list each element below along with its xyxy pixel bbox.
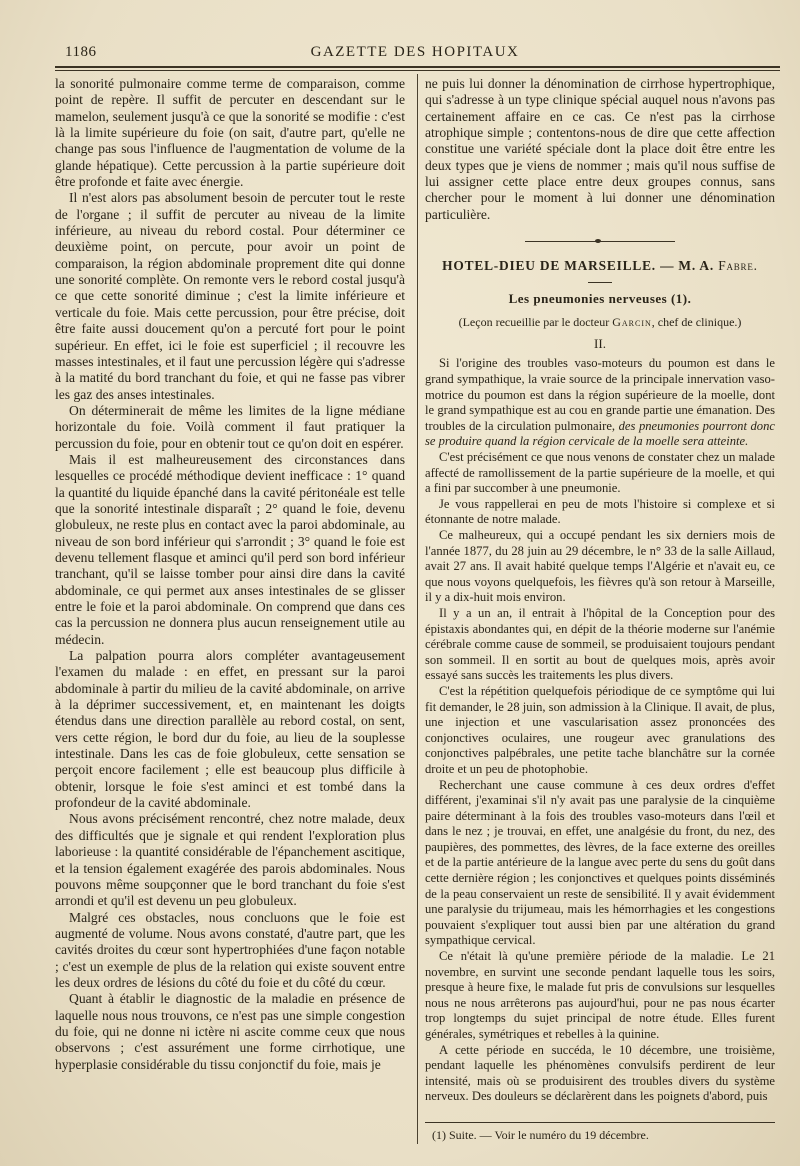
paragraph: Recherchant une cause commune à ces deux ordres d'effet différent, j'examinai s'il n'y avait pas une paralysie de la cinquième paire déterminant à la fois des troubles vaso-moteurs dans l'œil et dans le nez ; je trouvai, en effet, une analgésie du front, du nez, des paupières, des pommettes, des lèvres, de la face externe des oreilles et de la partie antérieure de la langue avec perte du sens du goût dans cette dernière région ; les conjonctives et quelques points disséminés de la peau conservaient un reste de sensibilité. Il y avait évidemment une paralysie du trijumeau, mais les hémorrhagies et les congestions pouvaient s'expliquer tout aussi bien par une altération du grand sympathique cervical. — [425, 777, 775, 948]
page-number: 1186 — [65, 44, 97, 60]
paragraph — [425, 356, 775, 450]
paragraph: On déterminerait de même les limites de la ligne médiane horizontale du foie. Voilà comment il faut pratiquer la percussion du foie, pour en obtenir tout ce qu'on doit en espérer. — [55, 402, 405, 451]
header-rule — [55, 66, 780, 68]
paragraph: la sonorité pulmonaire comme terme de comparaison, comme point de repère. Il suffit de percuter en descendant sur le mamelon, seulement jusqu'à ce que la sonorité se modifie : c'est là la limite supérieure du foie (on sait, d'autre part, qu'elle ne change pas sous l'influence de l'augmentation de volume de la glande hépatique). Cette percussion à la partie supérieure doit être profonde et faite avec énergie. — [55, 76, 405, 190]
paragraph-text: Si l'origine des troubles vaso-moteurs du poumon est dans le grand sympathique, la vraie source de la principale innervation vaso-motrice du poumon est dans la région supérieure de la moelle, dont le grand sympathique est au cou en grande partie une émanation. Des troubles de la circulation pulmonaire, — [425, 356, 775, 433]
paragraph: Nous avons précisément rencontré, chez notre malade, deux des difficultés que je signale et qui rendent l'exploration plus laborieuse : la quantité considérable de l'épanchement ascitique, et la tension également exagérée des parois abdominales. Nous pouvons même soupçonner que le bord tranchant du foie s'est arrondi et qu'il est devenu un peu globuleux. — [55, 811, 405, 909]
paragraph-italic: des pneumonies pourront donc se produire quand la région cervicale de la moelle sera atteinte. — [425, 418, 775, 449]
page-header — [55, 42, 775, 64]
article-subtitle — [425, 314, 775, 330]
article-title: Les pneumonies nerveuses (1). — [508, 291, 692, 307]
paragraph: Il y a un an, il entrait à l'hôpital de la Conception pour des épistaxis abondantes qui, en dépit de la théorie moderne sur l'anémie cérébrale comme cause de sommeil, se produisaient toujours pendant son sommeil. Il en sortit au bout de quelques mois, après avoir essayé sans succès les traitements les plus divers. — [425, 605, 775, 683]
paragraph: ne puis lui donner la dénomination de cirrhose hypertrophique, qui s'adresse à un type clinique spécial auquel nous n'avons pas certainement affaire en ce cas. Ce n'est pas la cirrhose atrophique simple ; contentons-nous de dire que cette affection constitue une variété spéciale dont la place doit être entre les deux types que je viens de nommer ; mais qu'il nous suffise de lui assigner cette place entre deux groupes connus, sans chercher pour le moment à lui donner une dénomination particulière. — [425, 76, 775, 222]
paragraph: Je vous rappellerai en peu de mots l'histoire si complexe et si étonnante de notre malade. — [425, 496, 775, 527]
paragraph: Malgré ces obstacles, nous concluons que le foie est augmenté de volume. Nous avons constaté, d'autre part, que les cavités droites du cœur sont hypertrophiées d'une façon notable ; c'est un exemple de plus de la relation qui existe souvent entre les deux ordres de lésions du côté du foie et du côté du cœur. — [55, 909, 405, 990]
paragraph: Ce n'était là qu'une première période de la maladie. Le 21 novembre, en survint une seconde pendant laquelle tous les soirs, presque à heure fixe, le malade fut pris de convulsions sur lesquelles nous ne nous arrêterons pas aujourd'hui, pour ne pas nous écarter trop longtemps du sujet principal de notre étude. Elles furent générales, symétriques et rebelles à la quinine. — [425, 949, 775, 1041]
section-heading-name: Fabre. — [718, 258, 758, 274]
paragraph: Mais il est malheureusement des circonstances dans lesquelles ce procédé méthodique devient inefficace : 1° quand la quantité du liquide épanché dans la cavité péritonéale est telle que la sonorité intestinale disparaît ; 2° quand le foie, devenu globuleux, ne reste plus en contact avec la paroi abdominale, au niveau de son bord inférieur qui s'arrondit ; 3° quand le foie est devenu tellement flasque et aminci qu'il perd son bord inférieur tranchant, qu'il se laisse tomber pour ainsi dire dans la cavité abdominale, ce qui permet aux anses intestinales de se glisser entre le foie et la paroi abdominale. On comprend que dans ces cas la percussion ne donnera plus aucun renseignement utile au médecin. — [55, 451, 405, 647]
paragraph: Quant à établir le diagnostic de la maladie en présence de laquelle nous nous trouvons, ce n'est pas une simple congestion du foie, qui ne donne ni ictère ni ascite comme ceux que nous observons ; c'est assurément une forme cirrhotique, une hyperplasie considérable du tissu conjonctif du foie, mais je — [55, 991, 405, 1072]
section-heading — [425, 258, 775, 274]
section-separator — [525, 241, 675, 242]
paragraph: A cette période en succéda, le 10 décembre, une troisième, pendant laquelle les phénomènes convulsifs perdirent de leur intensité, mais où se produisirent des troubles divers du système nerveux. Des douleurs se déclarèrent dans les poignets d'abord, puis — [425, 1042, 775, 1104]
article-subtitle-name: Garcin — [612, 314, 652, 329]
paragraph: Ce malheureux, qui a occupé pendant les six derniers mois de l'année 1877, du 28 juin au 29 décembre, le n° 33 de la salle Aillaud, avait 27 ans. Il avait habité quelque temps l'Algérie et n'avait eu, ce que nous voyons quelquefois, les fièvres qu'à son retour à Marseille, il y a dix-huit mois environ. — [425, 528, 775, 605]
heading-rule — [588, 282, 612, 283]
part-number: II. — [594, 336, 606, 352]
article-body — [425, 356, 775, 1105]
paragraph: Il n'est alors pas absolument besoin de percuter tout le reste de l'organe ; il suffit de percuter au niveau de la limite inférieure, au niveau du rebord costal. Pour déterminer ce deuxième point, on percute, pour avoir un point de comparaison, la région abdominale proprement dite qui donne une sonorité complète. On remonte vers le rebord costal jusqu'à ce que cette sonorité diminue ; c'est la limite inférieure et verticale du foie. Mais cette percussion, pour être précise, doit être faite aussi doucement qu'on a percuté fort pour le point supérieur. En effet, ici le foie est superficiel ; il recouvre les masses intestinales, et il faut une percussion légère qui s'adresse à la matité du bord tranchant du foie, et qui ne fasse pas vibrer les gaz des anses intestinales. — [55, 190, 405, 402]
running-title: GAZETTE DES HOPITAUX — [310, 44, 520, 60]
article-subtitle-pre: (Leçon recueillie par le docteur — [458, 314, 610, 329]
header-rule-thin — [55, 70, 780, 71]
footnote-rule — [425, 1122, 775, 1123]
right-column — [425, 76, 775, 1105]
footnote: (1) Suite. — Voir le numéro du 19 décembre. — [432, 1128, 649, 1142]
paragraph: La palpation pourra alors compléter avantageusement l'examen du malade : en effet, en pressant sur la paroi abdominale à partir du milieu de la cavité abdominale, on arrive à la déprimer successivement, et, en maintenant les doigts étendus dans une direction parallèle au rebord costal, on sent, vers cette région, le bord dur du foie, au lieu de la souplesse intestinale. Dans les cas de foie globuleux, cette sensation se perçoit encore facilement ; elle est beaucoup plus difficile à obtenir, lorsque le foie s'est aminci et est tombé dans la profondeur de la cavité abdominale. — [55, 648, 405, 811]
paragraph: C'est précisément ce que nous venons de constater chez un malade affecté de ramollissement de la partie supérieure de la moelle, et qui a fini par succomber à une pneumonie. — [425, 450, 775, 496]
section-heading-text: HOTEL-DIEU DE MARSEILLE. — M. A. — [442, 258, 715, 274]
column-divider — [417, 74, 418, 1144]
paragraph: C'est la répétition quelquefois périodique de ce symptôme qui lui fit demander, le 28 juin, son admission à la Clinique. Il avait, de plus, une injection et une vascularisation assez prononcées des conjonctives oculaires, une rougeur avec granulations des conjonctives palpébrales, une petite tache blanchâtre sur la cornée droite et un peu de photophobie. — [425, 683, 775, 776]
left-column — [55, 76, 405, 1073]
article-subtitle-post: , chef de clinique.) — [651, 314, 742, 329]
